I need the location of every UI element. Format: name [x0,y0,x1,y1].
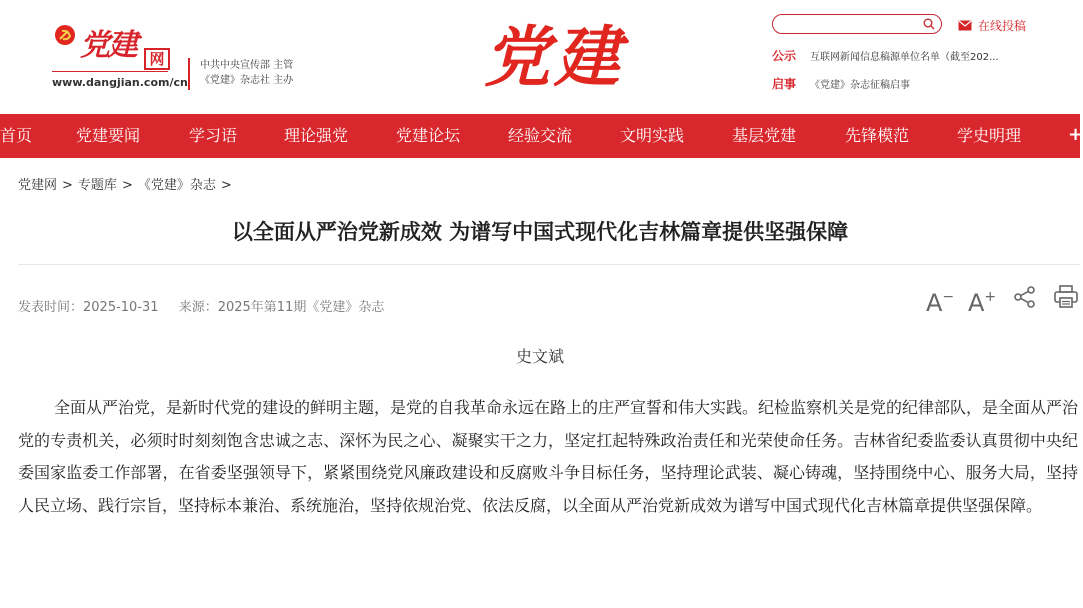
logo-underline [52,71,168,72]
breadcrumb-item[interactable]: 党建网 [18,178,58,193]
font-decrease-sign: − [942,289,955,305]
font-increase-button[interactable] [968,282,1000,317]
breadcrumb-separator: > [62,178,73,193]
nav-item-study[interactable]: 学习语 [189,126,238,145]
article-source: 来源：2025年第11期《党建》杂志 [178,300,385,315]
notice-link[interactable]: 互联网新闻信息稿源单位名单（截至202... [810,52,999,63]
font-decrease-button[interactable] [926,282,958,317]
font-increase-sign: + [984,289,997,305]
nav-item-history[interactable]: 学史明理 [957,126,1022,145]
logo-wordmark: 党建 [80,28,136,63]
sponsor-line-1: 中共中央宣传部 主管 [200,60,294,71]
nav-item-theory[interactable]: 理论强党 [284,126,349,145]
notice-link[interactable]: 《党建》杂志征稿启事 [810,80,911,91]
article-meta [18,296,400,315]
article-title: 以全面从严治党新成效 为谱写中国式现代化吉林篇章提供坚强保障 [231,220,849,244]
sponsor-info [188,58,308,90]
nav-more-button[interactable]: + [1068,124,1083,145]
title-divider [18,264,1080,265]
notice-tag: 公示 [772,49,797,63]
font-decrease-icon: A [926,289,943,317]
nav-item-forum[interactable]: 党建论坛 [396,126,461,145]
publish-time: 发表时间：2025-10-31 [18,300,159,315]
breadcrumb-item[interactable]: 专题库 [77,178,117,193]
breadcrumb-separator: > [121,178,133,193]
main-nav [0,114,1083,158]
nav-item-home[interactable]: 首页 [0,126,33,145]
logo-wang-badge: 网 [144,48,170,70]
article-author: 史文斌 [515,347,564,366]
breadcrumb [18,174,237,193]
search-icon[interactable] [923,18,935,30]
notice-row-1 [772,47,999,64]
nav-item-grassroots[interactable]: 基层党建 [732,126,797,145]
notice-row-2 [772,75,910,92]
share-icon[interactable] [1012,282,1038,312]
logo-url: www.dangjian.com/cn [52,76,188,89]
sponsor-line-2: 《党建》杂志社 主办 [200,75,294,86]
nav-item-news[interactable]: 党建要闻 [76,126,141,145]
breadcrumb-separator: > [220,178,232,193]
nav-item-civilization[interactable]: 文明实践 [620,126,685,145]
brand-title: 党建 [484,18,624,96]
submit-manuscript-label: 在线投稿 [978,19,1027,33]
site-header [0,0,1080,114]
font-increase-icon: A [968,289,985,317]
article-body: 全面从严治党，是新时代党的建设的鲜明主题，是党的自我革命永远在路上的庄严宣誓和伟大实践。纪检监察机关是党的纪律部队，是全面从严治党的专责机关，必须时时刻刻饱含忠诚之志、深怀为民之心、凝聚实干之力，坚定扛起特殊政治责任和光荣使命任务。吉林省纪委监委认真贯彻中央纪委国家监委工作部署，在省委坚强领导下，紧紧围绕党风廉政建设和反腐败斗争目标任务，坚持理论武装、凝心铸魂，坚持围绕中心、服务大局，坚持人民立场、践行宗旨，坚持标本兼治、系统施治，坚持依规治党、依法反腐，以全面从严治党新成效为谱写中国式现代化吉林篇章提供坚强保障。 [18,398,1079,515]
submit-manuscript-link[interactable] [958,17,1026,34]
nav-item-experience[interactable]: 经验交流 [508,126,573,145]
site-logo[interactable] [52,20,188,96]
notice-tag: 启事 [772,77,797,91]
search-input[interactable] [772,14,942,34]
print-icon[interactable] [1052,282,1080,312]
nav-item-pioneers[interactable]: 先锋模范 [845,126,910,145]
party-emblem-icon [54,24,76,46]
breadcrumb-item[interactable]: 《党建》杂志 [137,178,216,193]
mail-icon [958,20,972,31]
